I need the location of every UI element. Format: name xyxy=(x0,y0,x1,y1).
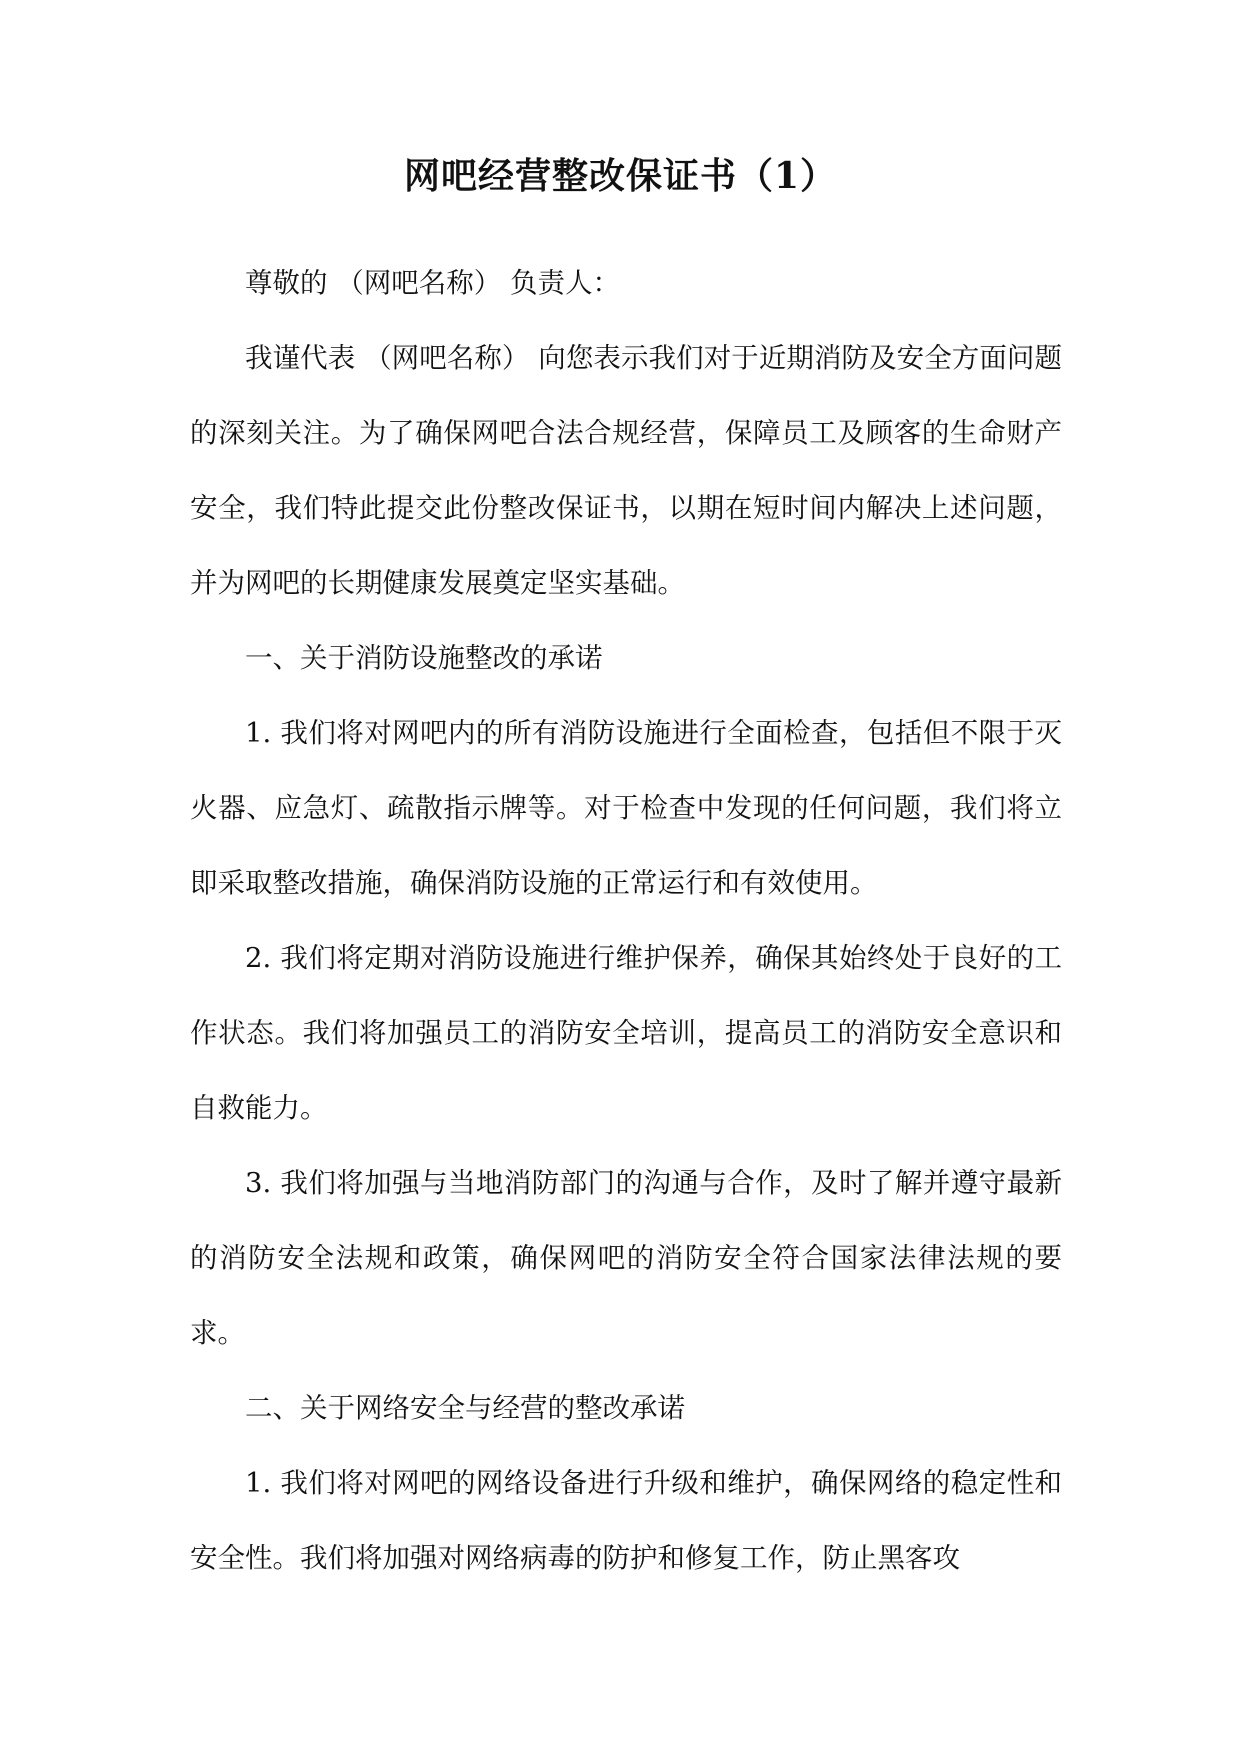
document-body xyxy=(190,246,1062,1596)
fire-safety-item-3: 3. 我们将加强与当地消防部门的沟通与合作，及时了解并遵守最新的消防安全法规和政策，确保网吧的消防安全符合国家法律法规的要求。 xyxy=(190,1167,1062,1349)
document-title: 网吧经营整改保证书（1） xyxy=(403,155,838,197)
intro-paragraph: 我谨代表 （网吧名称） 向您表示我们对于近期消防及安全方面问题的深刻关注。为了确保网吧合法合规经营，保障员工及顾客的生命财产安全，我们特此提交此份整改保证书，以期在短时间内解决上述问题，并为网吧的长期健康发展奠定坚实基础。 xyxy=(190,342,1062,599)
section-heading-fire-safety: 一、关于消防设施整改的承诺 xyxy=(245,642,603,674)
salutation-paragraph: 尊敬的 （网吧名称） 负责人： xyxy=(245,267,620,299)
fire-safety-item-2: 2. 我们将定期对消防设施进行维护保养，确保其始终处于良好的工作状态。我们将加强员工的消防安全培训，提高员工的消防安全意识和自救能力。 xyxy=(190,942,1062,1124)
section-heading-network-security: 二、关于网络安全与经营的整改承诺 xyxy=(245,1392,685,1424)
network-security-item-1: 1. 我们将对网吧的网络设备进行升级和维护，确保网络的稳定性和安全性。我们将加强对网络病毒的防护和修复工作，防止黑客攻 xyxy=(190,1467,1062,1574)
fire-safety-item-1: 1. 我们将对网吧内的所有消防设施进行全面检查，包括但不限于灭火器、应急灯、疏散指示牌等。对于检查中发现的任何问题，我们将立即采取整改措施，确保消防设施的正常运行和有效使用。 xyxy=(190,717,1062,899)
